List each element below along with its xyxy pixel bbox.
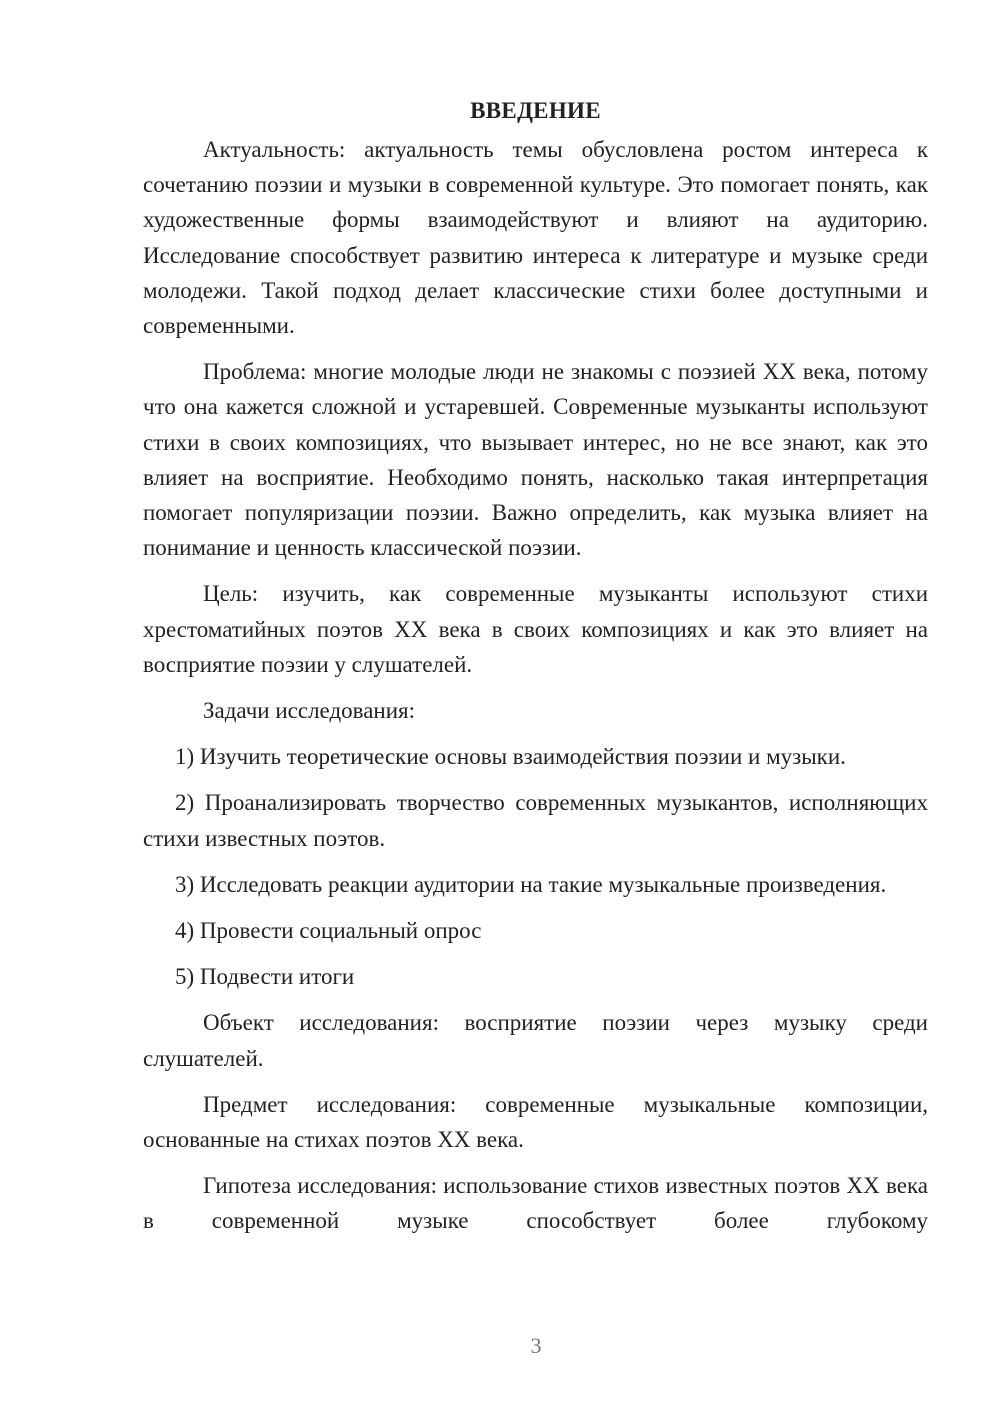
task-item: 2) Проанализировать творчество современных музыкантов, исполняющих стихи известных поэтов. xyxy=(143,790,928,851)
problem-paragraph: Проблема: многие молодые люди не знакомы с поэзией XX века, потому что она кажется сложной и устаревшей. Современные музыканты используют стихи в своих композициях, что вызывает интерес, но не все знают, как это влияет на восприятие. Необходимо понять, насколько такая интерпретация помогает популяризации поэзии. Важно определить, как музыка влияет на понимание и ценность классической поэзии. xyxy=(143,359,928,561)
object-paragraph: Объект исследования: восприятие поэзии через музыку среди слушателей. xyxy=(143,1010,928,1071)
task-item: 3) Исследовать реакции аудитории на такие музыкальные произведения. xyxy=(175,871,887,897)
goal-paragraph: Цель: изучить, как современные музыканты используют стихи хрестоматийных поэтов XX века в своих композициях и как это влияет на восприятие поэзии у слушателей. xyxy=(143,581,928,677)
subject-paragraph: Предмет исследования: современные музыкальные композиции, основанные на стихах поэтов XX века. xyxy=(143,1091,928,1153)
task-item: 4) Провести социальный опрос xyxy=(175,918,482,944)
hypothesis-paragraph: Гипотеза исследования: использование стихов известных поэтов XX века в современной музыке способствует более глубокому xyxy=(143,1173,928,1234)
page-number: 3 xyxy=(530,1333,542,1358)
relevance-paragraph: Актуальность: актуальность темы обусловлена ростом интереса к сочетанию поэзии и музыки в современной культуре. Это помогает понять, как художественные формы взаимодействуют и влияют на аудиторию. Исследование способствует развитию интереса к литературе и музыке среди молодежи. Такой подход делает классические стихи более доступными и современными. xyxy=(143,137,928,339)
task-item: 1) Изучить теоретические основы взаимодействия поэзии и музыки. xyxy=(175,744,846,770)
tasks-heading: Задачи исследования: xyxy=(203,698,416,724)
task-item: 5) Подвести итоги xyxy=(175,964,355,990)
page-content xyxy=(143,93,928,1250)
section-heading: ВВЕДЕНИЕ xyxy=(470,98,601,123)
